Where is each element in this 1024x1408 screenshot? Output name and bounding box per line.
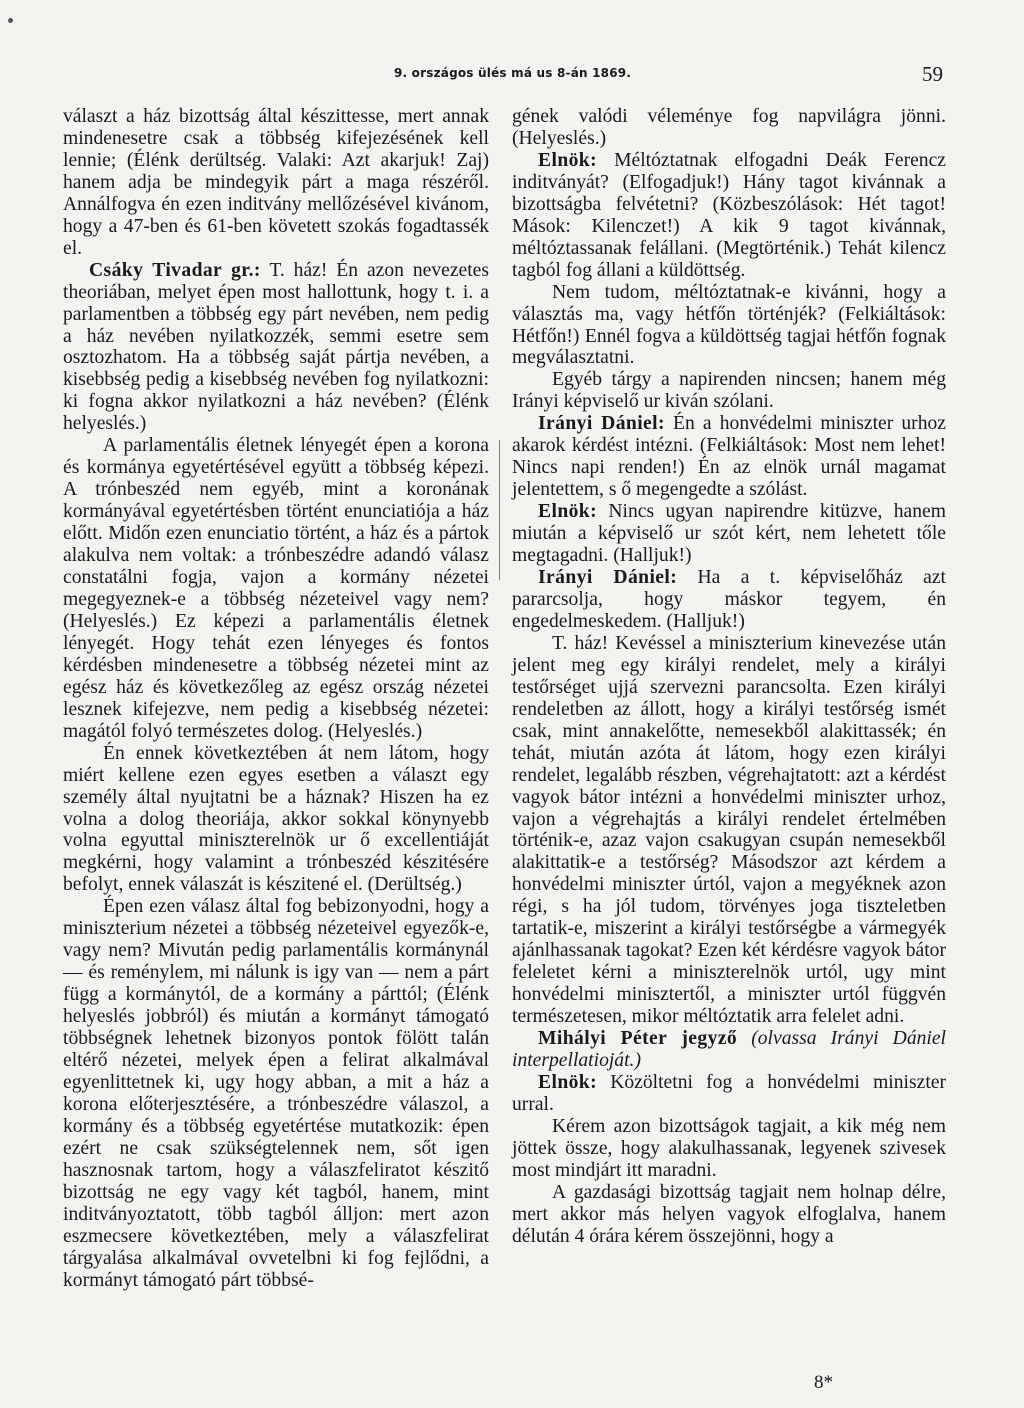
paragraph: A gazdasági bizottság tagjait nem holnap délre, mert akkor más helyen vagyok elfoglalva, hanem délután 4 órára kérem összejönni, hogy a (512, 1181, 946, 1247)
paragraph-text: Nincs ugyan napirendre kitüzve, hanem miután a képviselő ur szót kért, nem lehetett tőle megtagadni. (Halljuk!) (512, 501, 946, 567)
paragraph-text: Ha a t. képviselőház azt pararcsolja, hogy máskor tegyem, én engedelmeskedem. (Halljuk!) (512, 567, 946, 632)
signature-mark: 8* (814, 1372, 833, 1393)
margin-dot (8, 18, 13, 23)
paragraph: T. ház! Kevéssel a miniszterium kinevezése után jelent meg egy királyi rendelet, mely a királyi testőrséget ujjá szervezni parancsolta. Ezen királyi rendeletben az állott, hogy a királyi testőrség ismét csak, mint annakelőtte, nemesekből alakittassék; én tehát, miután azóta át látom, hogy ezen királyi rendelet, legalább részben, végrehajtatott: azt a kérdést vagyok bátor intézni a honvédelmi miniszter urhoz, vajon a végrehajtás a királyi rendelet értelmében történik-e, azaz vajon csakugyan csupán nemesekből alakittatik-e a testőrség? Másodszor azt kérdem a honvédelmi miniszter úrtól, vajon a megyéknek azon régi, s ha jól tudom, törvényes joga tiszteletben tartatik-e, miszerint a királyi testőrségbe a vármegyék ajánlhassanak tagokat? Ezen két kérdésre vagyok bátor feleletet kérni a miniszterelnök urtól, ugy mint honvédelmi minisztertől, a miniszter urtól függvén természetesen, mikor méltóztatik arra felelet adni. (512, 632, 946, 1028)
speaker-name: Irányi Dániel: (538, 567, 678, 589)
paragraph: Kérem azon bizottságok tagjait, a kik még nem jöttek össze, hogy alakulhassanak, legyenek szivesek most mindjárt itt maradni. (512, 1115, 946, 1181)
column-divider (499, 440, 500, 580)
speaker-name: Csáky Tivadar gr.: (89, 259, 261, 281)
speaker-name: Elnök: (538, 149, 598, 171)
paragraph: Egyéb tárgy a napirenden nincsen; hanem még Irányi képviselő ur kiván szólani. (512, 369, 946, 413)
paragraph-text: T. ház! Én azon nevezetes theoriában, melyet épen most hallottunk, hogy t. i. a parlamentben a többség egy párt nevében, nem pedig a ház nevében nyilatkozzék, semmi esetre sem osztozhatom. Ha a többség saját pártja nevében, a kisebbség pedig a kisebbség nevében fog nyilatkozni: ki fogna akkor nyilatkozni a ház nevében? (Élénk helyeslés.) (63, 259, 489, 435)
paragraph: A parlamentális életnek lényegét épen a korona és kormánya egyetértésével együtt a többség képezi. A trónbeszéd nem egyéb, mint a koronának kormányával egyetértésben történt enunciatiója a ház előtt. Midőn ezen enunciatio történt, a ház és a pártok alakulva nem voltak: a trónbeszédre adandó válasz constatálni fogja, vajon a kormány nézetei megegyeznek-e a többség nézeteivel vagy nem? (Helyeslés.) Ez képezi a parlamentális életnek lényegét. Hogy tehát ezen lényeges és fontos kérdésben mindenesetre a többség nézetei mint az egész ház és következőleg az egész ország nézetei lesznek kifejezve, nem pedig a kisebbség nézetei: magától folyó természetes dolog. (Helyeslés.) (63, 435, 489, 742)
paragraph-text: Méltóztatnak elfogadni Deák Ferencz inditványát? (Elfogadjuk!) Hány tagot kivánnak a bizottságba felvétetni? (Közbeszólások: Hét tagot! Mások: Kilenczet!) A kik 9 tagot kivánnak, méltóztassanak felállani. (Megtörténik.) Tehát kilencz tagból fog állani a küldöttség. (512, 149, 946, 281)
paragraph (63, 260, 489, 436)
paragraph: Nem tudom, méltóztatnak-e kivánni, hogy a választás ma, vagy hétfőn történjék? (Felkiáltások: Hétfőn!) Ennél fogva a küldöttség tagjai hétfőn fognak megválasztatni. (512, 281, 946, 369)
paragraph (512, 501, 946, 567)
paragraph-text: (olvassa Irányi Dániel interpellatioját.) (512, 1028, 946, 1071)
paragraph (512, 567, 946, 633)
paragraph-text: Én a honvédelmi miniszter urhoz akarok kérdést intézni. (Felkiáltások: Most nem lehet! Nincs napi renden!) Én az elnök urnál magamat jelentettem, s ő megengedte a szólást. (512, 413, 946, 501)
speaker-name: Elnök: (538, 1071, 598, 1093)
page-number: 59 (922, 62, 943, 86)
speaker-name: Elnök: (538, 501, 598, 523)
paragraph: gének valódi véleménye fog napvilágra jönni. (Helyeslés.) (512, 106, 946, 149)
paragraph-text: Közöltetni fog a honvédelmi miniszter urral. (512, 1071, 946, 1115)
paragraph: Épen ezen válasz által fog bebizonyodni, hogy a miniszterium nézetei a többség nézeteivel egyezők-e, vagy nem? Mivután pedig parlamentális kormánynál — és reménylem, mi nálunk is igy van — nem a párt függ a kormánytól, de a kormány a párttól; (Élénk helyeslés jobbról) és miután a kormányt támogató többségnek lehetnek bizonyos pontok fölött talán eltérő nézetei, melyek épen a felirat alkalmával egyenlittetnek ki, ugy hogy abban, a mit a ház a korona előterjesztésére, a trónbeszédre válaszol, a kormány és a többség egyetértése mutatkozik: épen ezért ne csak szükségtelennek nem, sőt igen hasznosnak tartom, hogy a válaszfeliratot készitő bizottság ne egy vagy két tagból, hanem, mint inditványoztatott, több tagból álljon: mert azon eszmecsere következtében, mely a válaszfelirat tárgyalása alkalmával ovvetelbni ki fog fejlődni, a kormányt támogató párt többsé- (63, 896, 489, 1291)
speaker-name: Mihályi Péter jegyző (538, 1028, 738, 1050)
paragraph: Én ennek következtében át nem látom, hogy miért kellene ezen egyes esetben a választ egy személy által nyujtatni be a háznak? Hiszen ha ez volna a dolog theoriája, akkor sokkal könynyebb volna egyuttal miniszterelnök ur ő excellentiáját megkérni, hogy valamint a trónbeszéd készitésére befolyt, ennek válaszát is készitené el. (Derültség.) (63, 742, 489, 896)
right-column (512, 106, 946, 1248)
paragraph: választ a ház bizottság által készittesse, mert annak mindenesetre csak a többség kifejezésének kell lennie; (Élénk derültség. Valaki: Azt akarjuk! Zaj) hanem adja be mindegyik párt a maga részéről. Annálfogva én ezen inditvány mellőzésével kivánom, hogy a 47-ben és 61-ben követett szokás fogadtassék el. (63, 106, 489, 259)
left-column (63, 106, 489, 1291)
paragraph (512, 150, 946, 282)
paragraph (512, 1072, 946, 1116)
speaker-name: Irányi Dániel: (538, 413, 665, 435)
page-title: 9. országos ülés má us 8-án 1869. (394, 66, 632, 80)
paragraph (512, 413, 946, 501)
paragraph (512, 1028, 946, 1072)
running-head (0, 62, 1024, 86)
